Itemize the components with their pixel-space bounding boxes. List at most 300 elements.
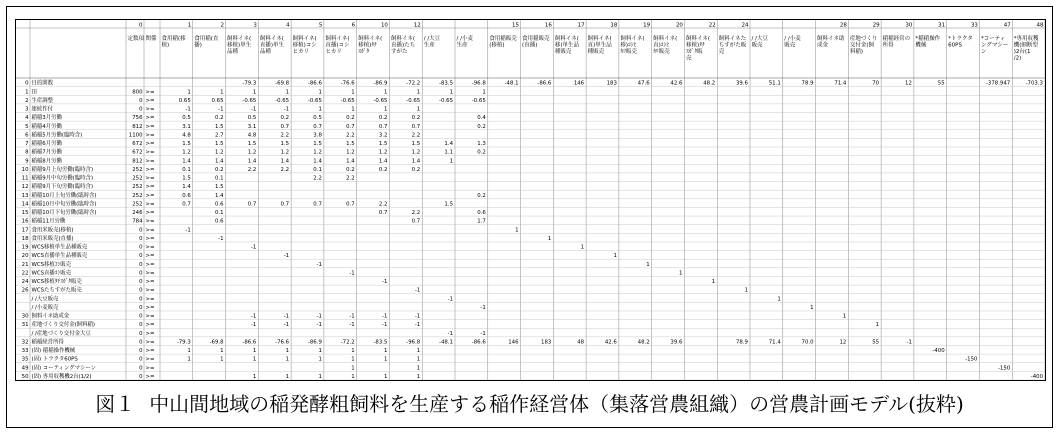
cell-value: 0.6 <box>477 210 486 217</box>
relation-sign: >= <box>145 106 155 113</box>
cell-value: -1 <box>414 313 421 320</box>
row-label: 稲稲10月中旬労働(臨時含) <box>31 201 97 208</box>
column-number: 1 <box>187 22 192 29</box>
cell-value: 0.7 <box>346 201 355 208</box>
cell-value: 0.2 <box>214 166 224 173</box>
cell-value: 1 <box>547 235 552 242</box>
cell-value: -400 <box>1030 374 1043 380</box>
row-label: 田 <box>31 89 37 96</box>
cell-value: 2.2 <box>313 175 322 182</box>
row-number: 8 <box>25 149 29 156</box>
constant-value: 0 <box>139 365 143 372</box>
cell-value: -1 <box>382 279 388 286</box>
cell-value: 0.7 <box>378 210 388 217</box>
relation-sign: >= <box>145 175 155 182</box>
cell-value: 1 <box>351 106 355 113</box>
cell-value: 0.2 <box>477 192 486 199</box>
cell-value: 3.8 <box>313 132 322 139</box>
cell-value: 1.2 <box>411 149 421 156</box>
row-label: 稲稲9月中旬労働(臨時含) <box>31 175 94 182</box>
cell-value: -0.65 <box>471 97 486 104</box>
cell-value: 1.4 <box>280 158 290 165</box>
cell-value: 1 <box>646 261 650 268</box>
column-number: 15 <box>512 22 520 29</box>
cell-value: 0.7 <box>411 218 421 225</box>
column-number: 19 <box>643 22 651 29</box>
cell-value: 0.7 <box>247 201 257 208</box>
cell-value: 0.5 <box>182 115 191 122</box>
cell-value: 1 <box>810 304 814 311</box>
cell-value: 12 <box>839 339 847 346</box>
constant-value: 0 <box>139 374 143 380</box>
cell-value: 39.6 <box>670 339 683 346</box>
cell-value: 0.7 <box>313 201 322 208</box>
cell-value: -96.8 <box>406 339 421 346</box>
cell-value: 0.2 <box>477 123 486 130</box>
column-header: *コーティングマシーン <box>980 36 1009 55</box>
column-header: / /小麦生産 <box>456 36 473 49</box>
cell-value: 1.4 <box>313 158 322 165</box>
row-label: WCSたちすがた販売 <box>31 287 82 294</box>
cell-value: 1.3 <box>477 141 486 148</box>
cell-value: 1 <box>515 227 519 234</box>
cell-value: 1.5 <box>182 175 191 182</box>
row-label: / /小麦販売 <box>31 304 59 311</box>
cell-value: 1.4 <box>214 158 224 165</box>
cell-value: -69.8 <box>209 339 224 346</box>
column-number: 4 <box>286 22 290 29</box>
cell-value: 1 <box>220 89 224 96</box>
column-header: / /大豆生産 <box>423 36 441 49</box>
column-header: 飼料イネ(移)ｺｼﾋｶﾘ販売 <box>620 36 645 55</box>
row-number: 18 <box>21 235 29 242</box>
cell-value: 2.2 <box>247 166 257 173</box>
column-number: 28 <box>839 22 847 29</box>
cell-value: 1.5 <box>214 141 224 148</box>
row-number: 17 <box>21 227 29 234</box>
row-label: WCS直播ｺｼ販売 <box>31 270 71 277</box>
row-label: 食用米販売(直播) <box>31 235 74 242</box>
cell-value: 1.5 <box>280 141 290 148</box>
constant-value: 252 <box>132 166 143 173</box>
cell-value: 0.7 <box>411 123 421 130</box>
relation-sign: >= <box>145 287 155 294</box>
row-number: 9 <box>25 158 29 165</box>
cell-value: 1.5 <box>214 123 224 130</box>
constant-value: 252 <box>132 175 143 182</box>
cell-value: 1 <box>416 89 421 96</box>
cell-value: 1 <box>285 356 290 363</box>
cell-value: 1 <box>449 89 453 96</box>
cell-value: 2.7 <box>214 132 224 139</box>
cell-value: 2.2 <box>280 132 290 139</box>
row-number: 2 <box>25 97 29 104</box>
row-label: 稲稲11月労働 <box>31 218 66 225</box>
table-grid <box>16 20 1045 380</box>
cell-value: 3.1 <box>247 123 257 130</box>
row-label: 稲稲経営所得 <box>31 339 64 346</box>
row-label: (固) 稲稲操作機械 <box>31 348 76 355</box>
cell-value: -0.65 <box>406 97 421 104</box>
constant-value: 0 <box>139 313 143 320</box>
cell-value: -1 <box>250 244 257 251</box>
cell-value: 71.4 <box>768 339 781 346</box>
relation-sign: >= <box>145 296 155 303</box>
cell-value: -86.9 <box>373 80 388 87</box>
cell-value: 12 <box>905 80 912 87</box>
cell-value: 2.2 <box>411 132 421 139</box>
cell-value: -0.65 <box>242 97 257 104</box>
cell-value: -1 <box>349 313 355 320</box>
row-label: / /大豆販売 <box>31 296 59 303</box>
constant-value: 1100 <box>128 132 143 139</box>
constant-value: 0 <box>139 227 143 234</box>
row-label: (固) コーティングマシーン <box>31 365 97 372</box>
column-header: *トラクタ 60PS <box>948 36 973 49</box>
row-number: 4 <box>25 115 29 122</box>
cell-value: 1.2 <box>378 149 388 156</box>
relation-sign: >= <box>145 374 155 380</box>
cell-value: 1 <box>875 322 880 329</box>
cell-value: -48.1 <box>439 339 453 346</box>
constant-value: 252 <box>132 184 143 191</box>
cell-value: -1 <box>316 261 322 268</box>
row-label: 飼料イネ助成金 <box>31 313 70 320</box>
cell-value: -1 <box>414 287 421 294</box>
cell-value: 0.2 <box>477 149 486 156</box>
cell-value: 1.2 <box>280 149 290 156</box>
cell-value: 1.2 <box>214 149 224 156</box>
cell-value: -0.65 <box>340 97 355 104</box>
cell-value: -150 <box>965 356 978 363</box>
row-label: 稲稲10月下旬労働(臨時含) <box>31 210 97 217</box>
row-label: 稲稲6月労働 <box>31 141 62 148</box>
cell-value: -0.65 <box>439 97 453 104</box>
cell-value: -378.947 <box>985 80 1011 87</box>
row-number: 7 <box>25 141 29 148</box>
cell-value: 0.7 <box>346 123 355 130</box>
relation-sign: >= <box>145 261 155 268</box>
cell-value: 1.4 <box>346 158 355 165</box>
row-number: 3 <box>25 106 29 113</box>
cell-value: 1 <box>252 356 257 363</box>
relation-sign: >= <box>145 184 155 191</box>
row-number: 10 <box>21 166 29 173</box>
cell-value: 0.7 <box>378 123 388 130</box>
column-header: 飼料イネたちすがた販売 <box>718 36 747 55</box>
column-header: 飼料イネ(移植)コシヒカリ <box>292 36 317 55</box>
row-number: 16 <box>21 218 29 225</box>
cell-value: 1.5 <box>214 184 224 191</box>
cell-value: 1 <box>777 296 781 303</box>
column-number: 48 <box>1036 22 1044 29</box>
cell-value: 2.2 <box>378 201 388 208</box>
cell-value: -1 <box>447 296 453 303</box>
row-number: 0 <box>25 80 29 87</box>
cell-value: -1 <box>382 322 388 329</box>
cell-value: 51.1 <box>768 80 781 87</box>
cell-value: 1 <box>384 89 388 96</box>
cell-value: -1 <box>185 106 191 113</box>
cell-value: 0.6 <box>182 192 191 199</box>
relation-sign: >= <box>145 210 155 217</box>
column-header: 飼料イネ(直播)コシヒカリ <box>325 36 350 55</box>
cell-value: 1 <box>220 356 224 363</box>
cell-value: 0.1 <box>182 166 191 173</box>
row-number: 15 <box>21 210 29 217</box>
relation-sign: >= <box>145 365 155 372</box>
row-number: 6 <box>25 132 29 139</box>
cell-value: -1 <box>316 313 322 320</box>
relation-sign: >= <box>145 279 155 286</box>
cell-value: 1 <box>285 89 290 96</box>
relation-sign: >= <box>145 313 155 320</box>
column-number: 24 <box>741 22 749 29</box>
row-label: WCS移植単生品種販売 <box>31 244 88 251</box>
cell-value: -1 <box>480 304 486 311</box>
row-number: 50 <box>21 374 29 380</box>
column-header: 飼料イネ(移)単生品種販売 <box>554 36 579 55</box>
cell-value: 1 <box>351 89 355 96</box>
figure-title: 中山間地域の稲発酵粗飼料を生産する稲作経営体（集落営農組織）の営農計画モデル(抜粋) <box>149 392 964 416</box>
cell-value: 1 <box>449 158 453 165</box>
row-number: 13 <box>21 192 29 199</box>
row-number: 35 <box>21 356 29 363</box>
row-number: 33 <box>21 348 29 355</box>
cell-value: -72.2 <box>406 80 421 87</box>
cell-value: 1.2 <box>247 149 257 156</box>
cell-value: 1.1 <box>444 149 453 156</box>
cell-value: 4.8 <box>247 132 257 139</box>
column-number: 18 <box>610 22 618 29</box>
relation-sign: >= <box>145 132 155 139</box>
cell-value: -1 <box>218 235 224 242</box>
cell-value: -0.65 <box>373 97 388 104</box>
row-number: 32 <box>21 339 29 346</box>
relation-sign: >= <box>145 270 155 277</box>
cell-value: 0.2 <box>411 115 421 122</box>
relation-sign: >= <box>145 158 155 165</box>
cell-value: 0.65 <box>211 97 224 104</box>
cell-value: 1 <box>351 356 355 363</box>
figure-frame <box>6 6 1053 428</box>
cell-value: 1.4 <box>247 158 257 165</box>
constant-value: 0 <box>139 330 143 337</box>
cell-value: 2.2 <box>280 166 290 173</box>
row-number: 19 <box>21 244 29 251</box>
cell-value: 0.7 <box>280 123 290 130</box>
cell-value: 1 <box>318 356 322 363</box>
cell-value: 183 <box>606 80 617 87</box>
constant-value: 0 <box>139 270 143 277</box>
cell-value: -1 <box>447 330 453 337</box>
cell-value: 1 <box>351 365 355 372</box>
cell-value: 0.5 <box>313 115 322 122</box>
row-label: 目的関数 <box>31 80 54 87</box>
cell-value: 2.2 <box>346 132 355 139</box>
column-number: 33 <box>970 22 978 29</box>
cell-value: 0.2 <box>280 115 290 122</box>
cell-value: 1 <box>482 89 486 96</box>
cell-value: -48.1 <box>504 80 519 87</box>
column-number: 31 <box>938 22 946 29</box>
constant-value: 0 <box>139 296 143 303</box>
cell-value: 1.4 <box>182 184 191 191</box>
cell-value: 1.2 <box>346 149 355 156</box>
cell-value: 2.2 <box>346 175 355 182</box>
cell-value: -79.3 <box>176 339 191 346</box>
relation-sign: >= <box>145 227 155 234</box>
cell-value: 1 <box>744 287 748 294</box>
relation-sign: >= <box>145 322 155 329</box>
cell-value: 70 <box>872 80 880 87</box>
column-number: 29 <box>872 22 880 29</box>
relation-sign: >= <box>145 149 155 156</box>
cell-value: -1 <box>316 322 322 329</box>
column-header: 飼料イネ(直)単生品種販売 <box>587 36 612 55</box>
row-number: 21 <box>21 261 29 268</box>
row-label: WCS移植ｺｼ販売 <box>31 261 71 268</box>
relation-sign: >= <box>145 192 155 199</box>
row-label: WCS移植ﾀﾁｽｶﾞﾀ販売 <box>31 279 82 286</box>
column-header: 飼料イネ(移植)ﾀﾁｽｶﾞﾀ販売 <box>685 36 711 62</box>
cell-value: 1 <box>416 106 421 113</box>
column-header: 飼料イネ(直)ｺｼﾋｶﾘ販売 <box>653 36 678 55</box>
cell-value: 78.9 <box>735 339 748 346</box>
constant-value: 0 <box>139 253 143 260</box>
constant-value: 252 <box>132 201 143 208</box>
cell-value: 1 <box>187 348 191 355</box>
cell-value: 1 <box>318 348 322 355</box>
cell-value: 1 <box>318 89 322 96</box>
constant-value: 0 <box>139 287 143 294</box>
cell-value: -76.6 <box>275 339 290 346</box>
relation-sign: >= <box>145 115 155 122</box>
cell-value: -86.6 <box>471 339 486 346</box>
cell-value: -1 <box>283 313 290 320</box>
cell-value: 3.2 <box>378 132 388 139</box>
relation-sign: >= <box>145 166 155 173</box>
cell-value: 1 <box>842 313 847 320</box>
constant-value: 812 <box>132 158 143 165</box>
cell-value: 0.7 <box>182 201 191 208</box>
cell-value: 55 <box>937 80 945 87</box>
cell-value: 1 <box>285 374 290 380</box>
column-number: 17 <box>577 22 585 29</box>
column-header: 食用稲(直播) <box>194 36 219 49</box>
column-header: 飼料イネ助成金 <box>817 36 845 49</box>
row-label: 稲稲9月上旬労働(臨時含) <box>31 166 94 173</box>
row-number: 31 <box>21 322 29 329</box>
cell-value: 47.6 <box>637 80 650 87</box>
cell-value: 1.5 <box>182 141 191 148</box>
row-number: 49 <box>21 365 29 372</box>
constant-value: 0 <box>139 244 143 251</box>
constant-value: 0 <box>139 322 143 329</box>
cell-value: -1 <box>283 253 290 260</box>
column-number: 30 <box>905 22 913 29</box>
cell-value: 4.8 <box>182 132 191 139</box>
column-number: 20 <box>675 22 683 29</box>
cell-value: -1 <box>480 330 486 337</box>
cell-value: 0.2 <box>378 166 388 173</box>
cell-value: 3.1 <box>182 123 191 130</box>
row-label: (固) 専用収穫機2台(1/2) <box>31 374 92 380</box>
row-number: 12 <box>21 184 29 191</box>
row-number: 26 <box>21 287 29 294</box>
constant-value: 756 <box>132 115 143 122</box>
row-label: 稲稲5月労働(臨時含) <box>31 132 83 139</box>
cell-value: 1.5 <box>444 201 453 208</box>
cell-value: -86.6 <box>242 339 257 346</box>
column-header: 飼料イネ(移植)ﾀﾁｽｶﾞﾀ <box>358 36 383 55</box>
cell-value: 1 <box>384 348 388 355</box>
column-header: 定数項 <box>127 36 145 42</box>
cell-value: -1 <box>414 322 421 329</box>
cell-value: -83.5 <box>439 80 453 87</box>
cell-value: -1 <box>185 227 191 234</box>
cell-value: -1 <box>283 322 290 329</box>
cell-value: -1 <box>382 313 388 320</box>
column-number: 2 <box>220 22 225 29</box>
cell-value: 0.2 <box>346 115 355 122</box>
cell-value: -83.5 <box>373 339 388 346</box>
cell-value: 1 <box>416 348 421 355</box>
cell-value: -1 <box>218 106 224 113</box>
cell-value: -1 <box>349 270 355 277</box>
relation-sign: >= <box>145 348 155 355</box>
figure-number: 図１ <box>95 392 136 416</box>
row-number: 14 <box>21 201 29 208</box>
cell-value: 1 <box>416 365 421 372</box>
constant-value: 784 <box>132 218 143 225</box>
relation-sign: >= <box>145 218 155 225</box>
constant-value: 800 <box>132 89 143 96</box>
cell-value: 1.4 <box>444 141 453 148</box>
cell-value: 71.4 <box>834 80 847 87</box>
cell-value: -150 <box>997 365 1011 372</box>
constant-value: 0 <box>139 106 143 113</box>
cell-value: -1 <box>250 322 257 329</box>
relation-sign: >= <box>145 330 155 337</box>
cell-value: -0.65 <box>275 97 290 104</box>
row-number: 11 <box>21 175 29 182</box>
cell-value: -703.3 <box>1025 80 1043 87</box>
cell-value: -1 <box>250 106 257 113</box>
constant-value: 0 <box>139 279 143 286</box>
relation-sign: >= <box>145 356 155 363</box>
cell-value: -1 <box>250 313 257 320</box>
constant-value: 0 <box>139 97 143 104</box>
relation-sign: >= <box>145 141 155 148</box>
cell-value: -86.6 <box>307 80 322 87</box>
relation-sign: >= <box>145 244 155 251</box>
column-number: 5 <box>318 22 323 29</box>
column-number: 3 <box>253 22 257 29</box>
cell-value: 1.5 <box>346 141 355 148</box>
cell-value: 0.2 <box>346 166 355 173</box>
row-number: 20 <box>21 253 29 260</box>
cell-value: 1 <box>187 89 191 96</box>
cell-value: 0.6 <box>214 201 224 208</box>
cell-value: 1.5 <box>411 141 421 148</box>
column-header: *専用収穫機(細断型)2台(1 /2) <box>1013 36 1039 62</box>
column-header: 食用稲販売(移植) <box>489 36 517 49</box>
cell-value: 1 <box>220 348 224 355</box>
cell-value: 48.2 <box>703 80 716 87</box>
cell-value: 1 <box>187 356 191 363</box>
row-label: 産地づくり交付金(飼料稲) <box>31 322 96 329</box>
